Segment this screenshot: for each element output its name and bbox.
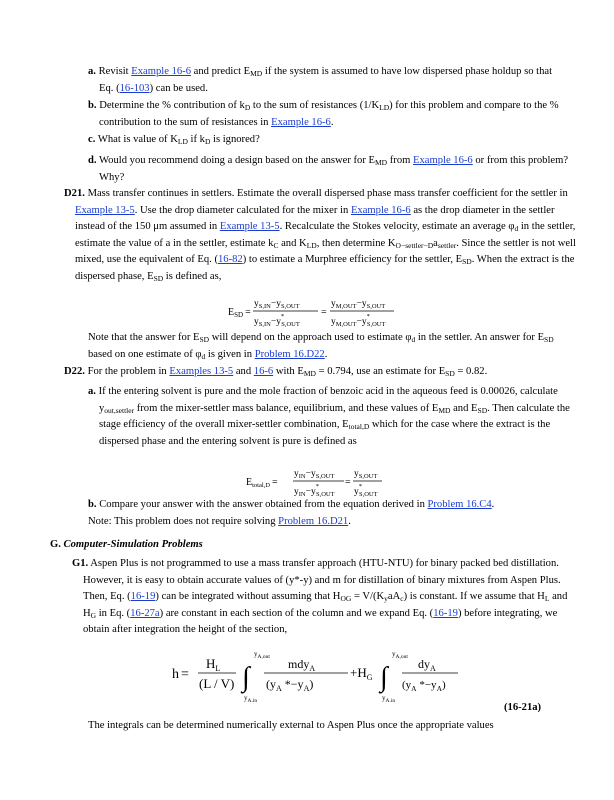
svg-text:HL: $H_L$	[206, 656, 221, 673]
svg-text:yS,IN−y*S,OUT: $y_{S,IN}-y^*$ S,OUT	[254, 313, 300, 328]
problem-part-d: d. Would you recommend doing a design based on the answer for $E_{MD}$ from Example 16-6 or from this problem? Why?	[88, 155, 569, 183]
svg-text:yIN−y*S,OUT: $y_{IN}-y^*$ S,OUT	[294, 483, 335, 498]
example-16-6-link[interactable]: Example 16-6	[350, 204, 411, 216]
eq-16-19-link[interactable]: 16-19	[433, 607, 458, 619]
svg-text:yA,out: $y_{A,out}$	[254, 650, 270, 660]
part-label: a.	[88, 386, 96, 397]
problem-d22-part-b: b. Compare your answer with the answer obtained from the equation derived in Problem 16.C4.	[88, 499, 495, 510]
eq-16-19-link[interactable]: 16-19	[130, 591, 156, 603]
svg-text:yM,OUT−y*S,OUT: $y_{M,OUT}-y^*$ S,OUT	[331, 313, 386, 328]
svg-text:dyA: $dy_A$	[418, 657, 436, 673]
eq-16-82-link[interactable]: 16-82	[217, 254, 243, 266]
svg-text:(L / V): (L / V)	[199, 676, 235, 691]
problem-d21: D21. Mass transfer continues in settlers. Estimate the overall dispersed phase mass transfer coefficient for the settler in Example 13-5. Use the drop diameter calculated for the mixer in Example 16-6 as the drop diameter in the settler instead of the 150 μm assumed in Example 13-5. Recalculate the Stokes velocity, estimate an average $\varphi_d$ in the settler, estimate the value of a in the settler, estimate $k_C$ and $K_{LD}$, then determine $K_{O-settler-D}a_{settler}$. Since the settler is not well mixed, use the equivalent of Eq. (16-82) to estimate a Murphree efficiency for the settler, $E_{SD}$. When the extract is the dispersed phase, $E_{SD}$ is defined as,	[64, 188, 576, 283]
problem-part-c: c. What is value of $K_{LD}$ if $k_D$ is ignored?	[88, 134, 260, 146]
svg-text:yA,out: $y_{A,out}$	[392, 650, 408, 660]
example-16-6-link[interactable]: Example 16-6	[131, 66, 192, 77]
problem-16-d21-link[interactable]: Problem 16.D21	[278, 516, 349, 527]
part-label: a.	[88, 66, 96, 77]
problem-label: D22.	[64, 366, 85, 377]
problem-part-a: a. Revisit Example 16-6 and predict $E_{MD}$ if the system is assumed to have low dispersed phase holdup so that Eq. (16-103) can be used.	[88, 66, 553, 94]
svg-text:yA,in: $y_{A,in}$	[382, 694, 396, 702]
svg-text:Etotal,D=: $E_{total,D}$ =	[246, 477, 278, 489]
example-13-5-link[interactable]: Example 13-5	[219, 221, 280, 233]
example-16-6-link[interactable]: Example 16-6	[413, 155, 473, 166]
svg-text:yS,IN−yS,OUT: $y_{S,IN}-y_{S,OUT}$	[254, 299, 300, 310]
part-label: b.	[88, 100, 97, 111]
integral-sign: ∫	[242, 662, 250, 693]
example-16-6-link[interactable]: Example 16-6	[271, 116, 331, 128]
eq-16-103-link[interactable]: 16-103	[119, 82, 150, 94]
problem-16-d22-link[interactable]: Problem 16.D22	[254, 348, 325, 360]
problem-d22-part-a: a. If the entering solvent is pure and the mole fraction of benzoic acid in the aqueous feed is 0.00026, calculate $y_{out,settler}$ from the mixer-settler mass balance, equilibrium, and these values of $E_{MD}$ and $E_{SD}$. Then calculate the stage efficiency of the overall mixer-settler combination, $E_{total,D}$ which for the case where the extract is the dispersed phase and the entering solvent is pure is defined as	[88, 386, 570, 447]
problem-label: D21.	[64, 188, 85, 199]
part-label: d.	[88, 155, 97, 166]
example-13-5-link[interactable]: Example 13-5	[75, 204, 135, 216]
eq-text: $E_{SD}$ =	[228, 307, 251, 319]
part-label: b.	[88, 499, 97, 510]
part-label: c.	[88, 134, 96, 145]
equation-height	[170, 646, 460, 702]
equation-esd	[226, 292, 396, 330]
svg-text:(yA *−yA): ($y_A$ $*-y_A$)	[402, 679, 446, 693]
problem-d22: D22. For the problem in Examples 13-5 and 16-6 with $E_{MD} = 0.794$, use an estimate for $E_{SD} = 0.82$.	[64, 366, 488, 378]
d22-note: Note: This problem does not require solving Problem 16.D21.	[88, 516, 351, 527]
svg-text:y*S,OUT: y* S,OUT	[354, 483, 378, 498]
eq-16-27a-link[interactable]: 16-27a	[130, 607, 160, 619]
svg-text:yA,in: $y_{A,in}$	[244, 694, 258, 702]
d21-note: Note that the answer for $E_{SD}$ will depend on the approach used to estimate $\varphi_d$ in the settler. An answer for $E_{SD}$ based on one estimate of $\varphi_d$ is given in Problem 16.D22.	[88, 332, 554, 361]
svg-text:h=: h =	[172, 667, 189, 682]
svg-text:(yA *−yA): ($y_A$ $*-y_A$)	[266, 677, 314, 693]
problem-part-b: b. Determine the % contribution of $k_D$ to the sum of resistances $(1/K_{LD})$ for this problem and compare to the % contribution to the sum of resistances in Example 16-6.	[88, 100, 559, 128]
svg-text:=: =	[321, 307, 327, 318]
equation-number: (16-21a)	[504, 702, 542, 713]
svg-text:+HG: $+H_G$	[350, 665, 373, 682]
problem-label: G1.	[72, 558, 89, 569]
g1-last-line: The integrals can be determined numerically external to Aspen Plus once the appropriate values	[88, 720, 494, 731]
svg-text:yIN−yS,OUT: $y_{IN}-y_{S,OUT}$	[294, 469, 335, 480]
example-16-6-link[interactable]: 16-6	[253, 366, 274, 377]
problem-g1: G1. Aspen Plus is not programmed to use a mass transfer approach (HTU-NTU) for binary packed bed distillation. However, it is easy to obtain accurate values of (y*-y) and m for distillation of binary mixtures from Aspen Plus. Then, Eq. (16-19) can be integrated without assuming that $H_{OG} = V/(K_yaA_c)$ is constant. If we assume that $H_L$ and $H_G$ in Eq. (16-27a) are constant in each section of the column and we expand Eq. (16-19) before integrating, we obtain after integration the height of the section,	[72, 558, 568, 636]
svg-text:yS,OUT: $y_{S,OUT}$	[354, 469, 378, 480]
svg-text:=: =	[345, 477, 351, 488]
equation-etotal	[244, 462, 384, 500]
section-heading: G. Computer-Simulation Problems	[50, 539, 203, 550]
problem-16-c4-link[interactable]: Problem 16.C4	[427, 499, 492, 510]
examples-13-5-link[interactable]: Examples 13-5	[169, 366, 234, 377]
svg-text:yM,OUT−yS,OUT: $y_{M,OUT}-y_{S,OUT}$	[331, 299, 386, 310]
svg-text:mdyA: mdy$_A$	[288, 657, 316, 673]
integral-sign: ∫	[380, 662, 388, 693]
